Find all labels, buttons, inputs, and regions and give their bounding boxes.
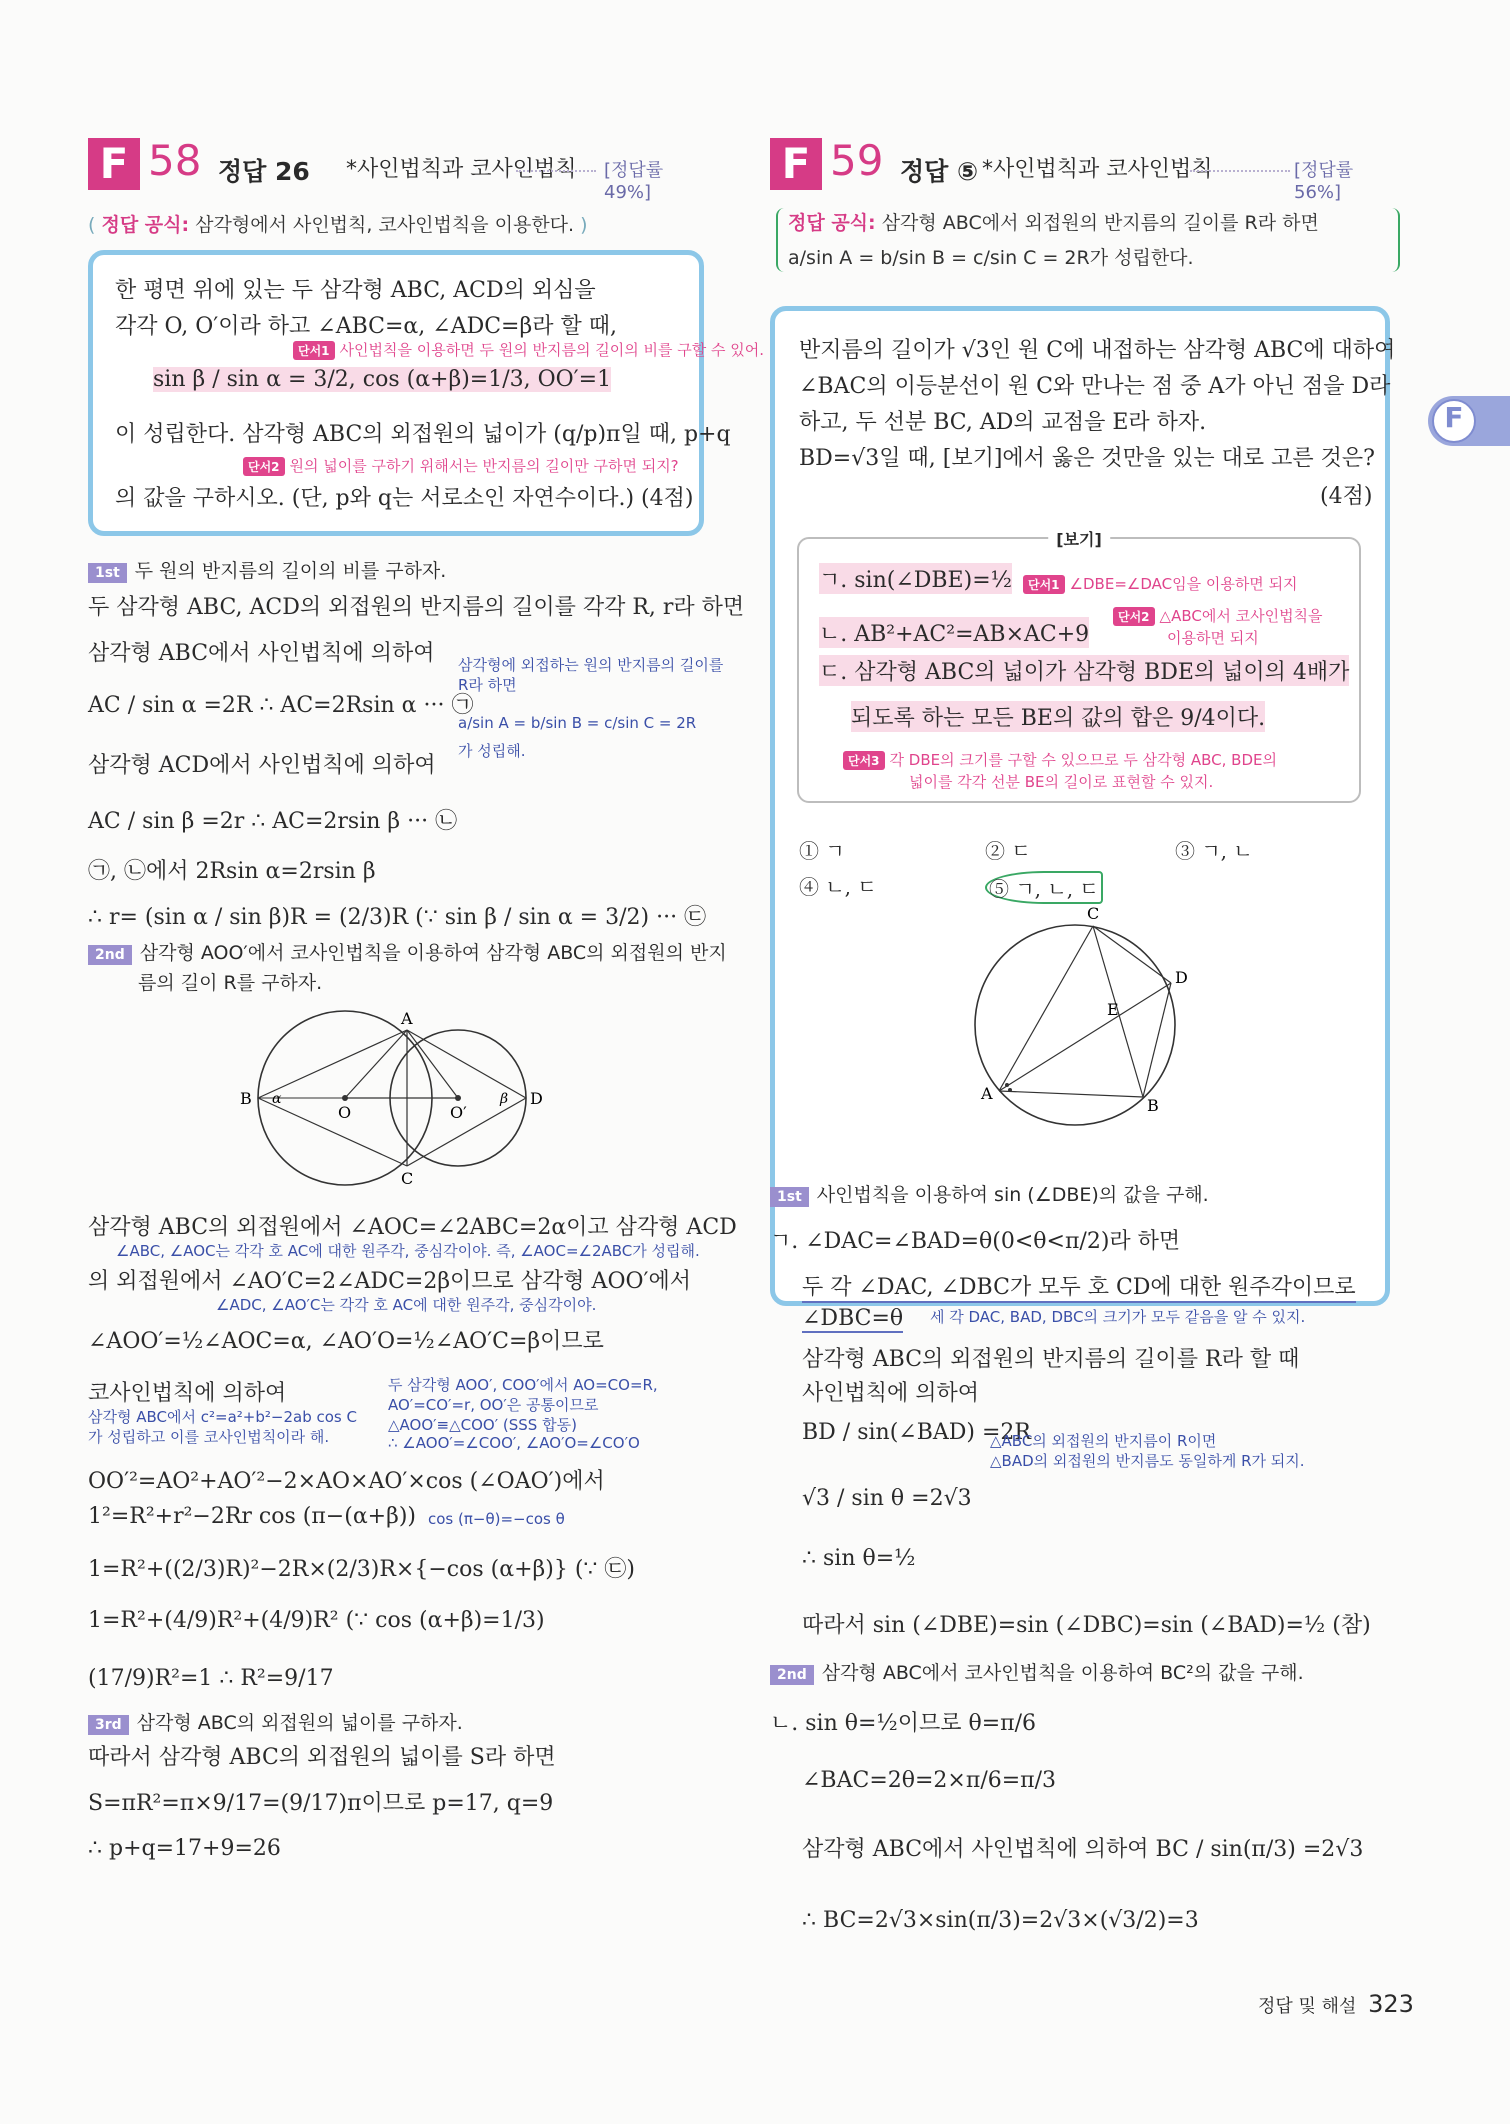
s1-line-5: ㉠, ㉡에서 2Rsin α=2rsin β (88, 859, 376, 884)
inscribed-triangle-figure (965, 907, 1195, 1127)
step1-tag: 1st (88, 563, 127, 583)
r-s1-line-3: 삼각형 ABC의 외접원의 반지름의 길이를 R라 할 때 (802, 1347, 1300, 1372)
choice-2[interactable]: ② ㄷ (985, 839, 1031, 863)
page-number: 323 (1368, 1990, 1414, 2018)
dotted-leader (516, 170, 596, 172)
step1-title-59: 사인법칙을 이용하여 sin (∠DBE)의 값을 구해. (816, 1184, 1209, 1206)
problem-line-5: 의 값을 구하시오. (단, p와 q는 서로소인 자연수이다.) (4점) (115, 486, 694, 511)
s2-line-8: (17/9)R²=1 ∴ R²=9/17 (88, 1666, 334, 1691)
p59-line-3: 하고, 두 선분 BC, AD의 교점을 E라 하자. (799, 410, 1207, 435)
step3-heading (88, 1708, 463, 1735)
s2-note-5: cos (π−θ)=−cos θ (428, 1510, 565, 1528)
s1-note-1: 삼각형에 외접하는 원의 반지름의 길이를 (458, 656, 724, 674)
r-s1-line-0: ㄱ. ∠DAC=∠BAD=θ(0<θ<π/2)라 하면 (770, 1229, 1181, 1254)
bogi-hint-3a-text: 각 DBE의 크기를 구할 수 있으므로 두 삼각형 ABC, BDE의 (889, 751, 1277, 769)
s2-line-4: OO′²=AO²+AO′²−2×AO×AO′×cos (∠OAO′)에서 (88, 1469, 605, 1494)
bogi-hint-3-tag: 단서3 (843, 751, 885, 770)
problem-line-4: 이 성립한다. 삼각형 ABC의 외접원의 넓이가 (q/p)π일 때, p+q (115, 422, 731, 447)
two-circles-figure (228, 1006, 568, 1186)
r-s1-line-4: 사인법칙에 의하여 (802, 1381, 980, 1406)
s1-line-2: AC / sin α =2R ∴ AC=2Rsin α ··· ㉠ (88, 693, 474, 718)
r-s1-line-5: BD / sin(∠BAD) =2R (802, 1420, 1031, 1445)
s1-line-0: 두 삼각형 ABC, ACD의 외접원의 반지름의 길이를 각각 R, r라 하면 (88, 595, 745, 620)
p59-line-2: ∠BAC의 이등분선이 원 C와 만나는 점 중 A가 아닌 점을 D라 (799, 374, 1391, 399)
hint-1-tag: 단서1 (293, 341, 335, 360)
s1-line-1: 삼각형 ABC에서 사인법칙에 의하여 (88, 641, 435, 666)
choice-5[interactable]: ⑤ ㄱ, ㄴ, ㄷ (985, 871, 1103, 904)
s2-line-2: ∠AOO′=½∠AOC=α, ∠AO′O=½∠AO′C=β이므로 (88, 1329, 604, 1354)
hint-2-tag: 단서2 (243, 457, 285, 476)
formula-line-59-1 (788, 208, 1398, 235)
formula-block-59 (776, 208, 1400, 272)
s2-line-5: 1²=R²+r²−2Rr cos (π−(α+β)) (88, 1504, 416, 1529)
s2-line-7: 1=R²+(4/9)R²+(4/9)R² (∵ cos (α+β)=1/3) (88, 1608, 545, 1633)
fig-label-D: D (530, 1089, 543, 1108)
s1-line-4: AC / sin β =2r ∴ AC=2rsin β ··· ㉡ (88, 809, 458, 834)
f-badge: F (88, 138, 140, 190)
bracket-close: ) (580, 214, 588, 236)
step1-heading (88, 556, 446, 583)
formula-line (88, 210, 708, 237)
fig-label-O-prime: O′ (450, 1103, 467, 1122)
r-s2-line-0: ㄴ. sin θ=½이므로 θ=π/6 (770, 1711, 1037, 1736)
bogi-item-4: 되도록 하는 모든 BE의 값의 합은 9/4이다. (851, 701, 1265, 732)
s2-note-4a: 삼각형 ABC에서 c²=a²+b²−2ab cos C (88, 1408, 357, 1426)
bogi-hint-3b: 넓이를 각각 선분 BE의 길이로 표현할 수 있지. (909, 773, 1214, 791)
r-s1-line-7: ∴ sin θ=½ (802, 1546, 916, 1571)
step2-title-2: 름의 길이 R를 구하자. (138, 972, 323, 994)
fig-label-A: A (401, 1009, 413, 1028)
problem-line-1: 한 평면 위에 있는 두 삼각형 ABC, ACD의 외심을 (115, 278, 596, 303)
s1-line-6: ∴ r= (sin α / sin β)R = (2/3)R (∵ sin β / sin α = 3/2) ··· ㉢ (88, 905, 707, 930)
side-tab-badge: F (1432, 399, 1476, 443)
formula-label: 정답 공식: (101, 214, 190, 236)
formula-line-59-2: a/sin A = b/sin B = c/sin C = 2R가 성립한다. (788, 247, 1194, 269)
bogi-hint-2-tag: 단서2 (1113, 607, 1155, 626)
hint-2-text: 원의 넓이를 구하기 위해서는 반지름의 길이만 구하면 되지? (289, 457, 679, 475)
rate-label-59: [정답률 56%] (1294, 160, 1354, 203)
bogi-box (797, 530, 1361, 803)
bogi-item-2: ㄴ. AB²+AC²=AB×AC+9 (819, 617, 1089, 648)
fig-label-D-59: D (1175, 968, 1188, 987)
r-s2-line-1: ∠BAC=2θ=2×π/6=π/3 (802, 1768, 1057, 1793)
s3-line-2: ∴ p+q=17+9=26 (88, 1836, 281, 1861)
fig-label-beta: β (500, 1091, 509, 1107)
rate-label: [정답률 49%] (604, 160, 664, 203)
right-column (770, 138, 1394, 1958)
problem-box-59 (770, 306, 1396, 1306)
s2-line-3: 코사인법칙에 의하여 (88, 1381, 287, 1406)
s1-line-3: 삼각형 ACD에서 사인법칙에 의하여 (88, 753, 436, 778)
s2-line-6: 1=R²+((2/3)R)²−2R×(2/3)R×{−cos (α+β)} (∵ ㉢) (88, 1557, 635, 1582)
s2-note-1: ∠ABC, ∠AOC는 각각 호 AC에 대한 원주각, 중심각이야. 즉, ∠AOC=∠2ABC가 성립해. (116, 1242, 700, 1260)
problem-line-3: sin β / sin α = 3/2, cos (α+β)=1/3, OO′=1 (153, 367, 612, 392)
s2-line-1: 의 외접원에서 ∠AO′C=2∠ADC=2β이므로 삼각형 AOO′에서 (88, 1269, 692, 1294)
dotted-leader-59 (1190, 170, 1290, 172)
r-s2-line-3: ∴ BC=2√3×sin(π/3)=2√3×(√3/2)=3 (802, 1908, 1199, 1933)
step1-title: 두 원의 반지름의 길이의 비를 구하자. (134, 560, 447, 582)
problem-line-2: 각각 O, O′이라 하고 ∠ABC=α, ∠ADC=β라 할 때, (115, 314, 617, 339)
choice-4[interactable]: ④ ㄴ, ㄷ (799, 875, 877, 899)
r-s2-line-2: 삼각형 ABC에서 사인법칙에 의하여 BC / sin(π/3) =2√3 (802, 1837, 1364, 1862)
fig-label-C: C (401, 1169, 414, 1186)
problem-number-59: 59 (830, 136, 884, 185)
fig-label-alpha: α (272, 1091, 282, 1107)
formula-text-59: 삼각형 ABC에서 외접원의 반지름의 길이를 R라 하면 (881, 212, 1319, 234)
p59-line-4: BD=√3일 때, [보기]에서 옳은 것만을 있는 대로 고른 것은? (799, 446, 1375, 471)
bogi-hint-1-text: ∠DBE=∠DAC임을 이용하면 되지 (1069, 575, 1298, 593)
topic-label: *사인법칙과 코사인법칙 (346, 157, 577, 182)
bogi-hint-2a (1113, 605, 1323, 626)
formula-label-59: 정답 공식: (788, 212, 876, 234)
r-s1-note-2a: △ABC의 외접원의 반지름이 R이면 (990, 1432, 1217, 1450)
r-s1-line-2: ∠DBC=θ (802, 1306, 904, 1331)
step2-title: 삼각형 AOO′에서 코사인법칙을 이용하여 삼각형 ABC의 외접원의 반지 (139, 942, 727, 964)
s2-note-3c: △AOO′≡△COO′ (SSS 합동) (388, 1416, 577, 1434)
s2-line-0: 삼각형 ABC의 외접원에서 ∠AOC=∠2ABC=2α이고 삼각형 ACD (88, 1215, 737, 1240)
hint-1 (293, 339, 764, 360)
bogi-hint-1-tag: 단서1 (1023, 575, 1065, 594)
r-s1-line-6: √3 / sin θ =2√3 (802, 1486, 972, 1511)
fig-label-B-59: B (1147, 1096, 1159, 1115)
problem-header-59 (770, 136, 1394, 203)
fig-label-E-59: E (1107, 1000, 1119, 1019)
p59-score: (4점) (1320, 484, 1373, 509)
step1-heading-59 (770, 1180, 1209, 1207)
bogi-hint-2b: 이용하면 되지 (1167, 629, 1259, 647)
bogi-hint-2a-text: △ABC에서 코사인법칙을 (1159, 607, 1323, 625)
step2-heading (88, 938, 727, 965)
page-footer (1258, 1990, 1414, 2018)
problem-header (88, 136, 708, 203)
topic-label-59: *사인법칙과 코사인법칙 (982, 157, 1213, 182)
s1-note-2: R라 하면 (458, 676, 517, 694)
step2-tag: 2nd (88, 945, 132, 965)
bogi-item-1: ㄱ. sin(∠DBE)=½ (819, 563, 1012, 594)
s2-note-4b: 가 성립하고 이를 코사인법칙이라 해. (88, 1428, 330, 1446)
fig-label-A-59: A (981, 1084, 993, 1103)
hint-2 (243, 455, 679, 476)
s2-note-3a: 두 삼각형 AOO′, COO′에서 AO=CO=R, (388, 1376, 658, 1394)
bogi-hint-3a (843, 749, 1277, 770)
step2-heading-59 (770, 1658, 1304, 1685)
problem-number: 58 (148, 136, 202, 185)
answer-label-59: 정답 ⑤ (900, 157, 979, 186)
side-tab[interactable] (1428, 396, 1510, 446)
s3-line-0: 따라서 삼각형 ABC의 외접원의 넓이를 S라 하면 (88, 1745, 556, 1770)
s2-note-3d: ∴ ∠AOO′=∠COO′, ∠AO′O=∠CO′O (388, 1434, 640, 1452)
fig-label-B: B (240, 1089, 252, 1108)
s2-note-2: ∠ADC, ∠AO′C는 각각 호 AC에 대한 원주각, 중심각이야. (216, 1296, 597, 1314)
step2-tag-59: 2nd (770, 1665, 814, 1685)
problem-box (88, 250, 764, 536)
s3-line-1: S=πR²=π×9/17=(9/17)π이므로 p=17, q=9 (88, 1791, 554, 1816)
p59-line-1: 반지름의 길이가 √3인 원 C에 내접하는 삼각형 ABC에 대하여 (799, 338, 1396, 363)
step3-tag: 3rd (88, 1715, 129, 1735)
step3-title: 삼각형 ABC의 외접원의 넓이를 구하자. (136, 1712, 463, 1734)
bogi-item-3: ㄷ. 삼각형 ABC의 넓이가 삼각형 BDE의 넓이의 4배가 (819, 655, 1349, 686)
fig-label-C-59: C (1087, 907, 1100, 923)
footer-label: 정답 및 해설 (1258, 1996, 1357, 2017)
bracket-open: ( (88, 214, 96, 236)
f-badge-59: F (770, 138, 822, 190)
step2-title-59: 삼각형 ABC에서 코사인법칙을 이용하여 BC²의 값을 구해. (821, 1662, 1304, 1684)
choice-3[interactable]: ③ ㄱ, ㄴ (1175, 839, 1253, 863)
step1-tag-59: 1st (770, 1187, 809, 1207)
hint-1-text: 사인법칙을 이용하면 두 원의 반지름의 길이의 비를 구할 수 있어. (339, 341, 764, 359)
r-s1-note-1: 세 각 DAC, BAD, DBC의 크기가 모두 같음을 알 수 있지. (930, 1308, 1306, 1326)
r-s1-line-8: 따라서 sin (∠DBE)=sin (∠DBC)=sin (∠BAD)=½ (참) (802, 1613, 1371, 1638)
bogi-hint-1 (1023, 573, 1298, 594)
s1-note-4: 가 성립해. (458, 742, 526, 760)
fig-label-O: O (338, 1103, 352, 1122)
formula-text: 삼각형에서 사인법칙, 코사인법칙을 이용한다. (195, 214, 575, 236)
choice-1[interactable]: ① ㄱ (799, 839, 845, 863)
bogi-title: [보기] (1048, 527, 1110, 550)
r-s1-note-2b: △BAD의 외접원의 반지름도 동일하게 R가 되지. (990, 1452, 1305, 1470)
s1-note-3: a/sin A = b/sin B = c/sin C = 2R (458, 714, 697, 732)
s2-note-3b: AO′=CO′=r, OO′은 공통이므로 (388, 1396, 599, 1414)
answer-label: 정답 26 (218, 157, 310, 186)
r-s1-line-1: 두 각 ∠DAC, ∠DBC가 모두 호 CD에 대한 원주각이므로 (802, 1270, 1356, 1303)
left-column (88, 136, 764, 1878)
